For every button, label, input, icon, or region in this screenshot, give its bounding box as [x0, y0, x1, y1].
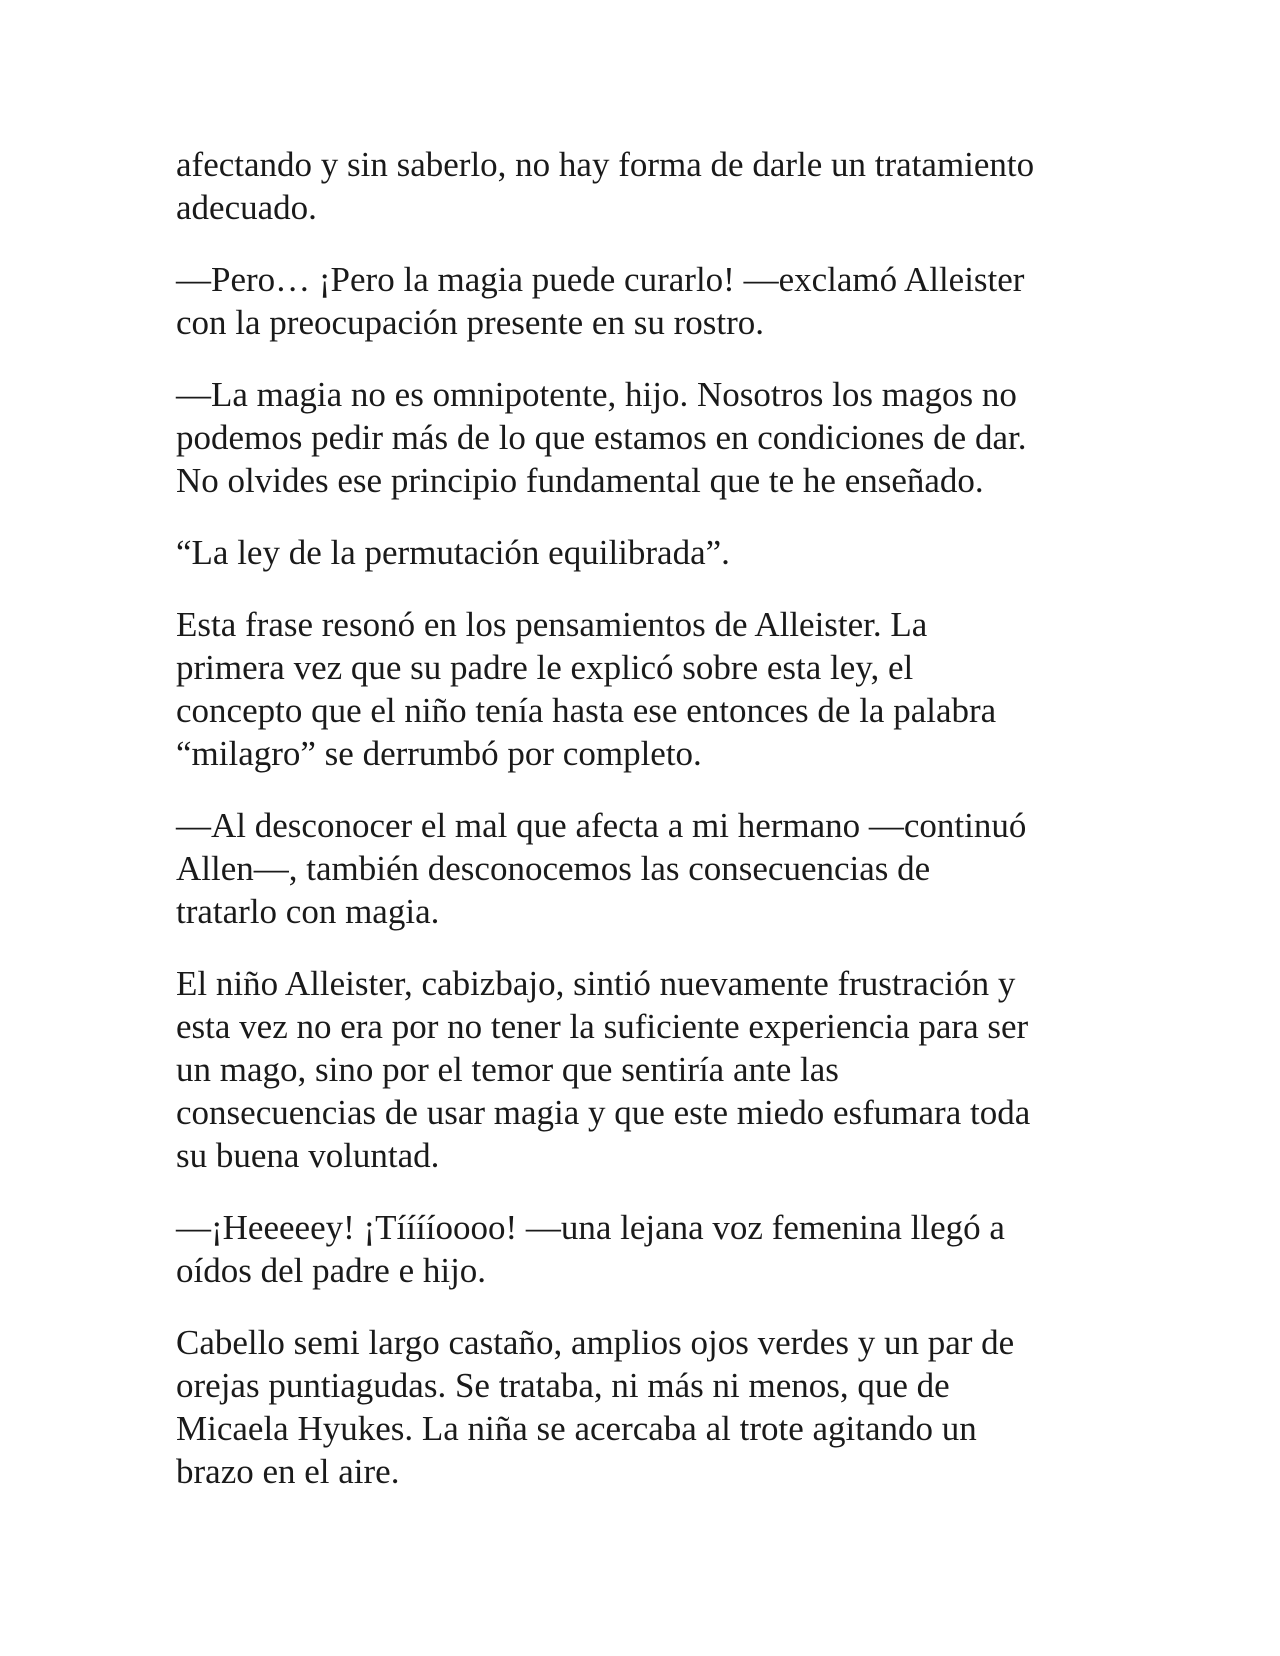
text-line: “La ley de la permutación equilibrada”. — [176, 533, 730, 572]
paragraph — [176, 531, 1106, 574]
text-line: —Pero… ¡Pero la magia puede curarlo! —exclamó Alleister — [176, 260, 1025, 299]
text-line: oídos del padre e hijo. — [176, 1251, 487, 1290]
text-line: —La magia no es omnipotente, hijo. Nosotros los magos no — [176, 375, 1017, 414]
paragraph — [176, 143, 1106, 229]
text-line: Micaela Hyukes. La niña se acercaba al trote agitando un — [176, 1409, 977, 1448]
paragraph — [176, 603, 1106, 775]
text-line: Cabello semi largo castaño, amplios ojos verdes y un par de — [176, 1323, 1015, 1362]
text-line: concepto que el niño tenía hasta ese entonces de la palabra — [176, 691, 997, 730]
text-line: “milagro” se derrumbó por completo. — [176, 734, 702, 773]
paragraph — [176, 1206, 1106, 1292]
body-text — [176, 143, 1106, 1522]
paragraph — [176, 373, 1106, 502]
text-line: Allen—, también desconocemos las consecuencias de — [176, 849, 931, 888]
text-line: No olvides ese principio fundamental que te he enseñado. — [176, 461, 984, 500]
paragraph — [176, 1321, 1106, 1493]
text-line: con la preocupación presente en su rostro. — [176, 303, 764, 342]
text-line: un mago, sino por el temor que sentiría ante las — [176, 1050, 839, 1089]
text-line: consecuencias de usar magia y que este miedo esfumara toda — [176, 1093, 1031, 1132]
text-line: tratarlo con magia. — [176, 892, 440, 931]
text-line: Esta frase resonó en los pensamientos de Alleister. La — [176, 605, 928, 644]
text-line: El niño Alleister, cabizbajo, sintió nuevamente frustración y — [176, 964, 1016, 1003]
text-line: podemos pedir más de lo que estamos en condiciones de dar. — [176, 418, 1027, 457]
paragraph — [176, 962, 1106, 1177]
text-line: orejas puntiagudas. Se trataba, ni más ni menos, que de — [176, 1366, 950, 1405]
text-line: brazo en el aire. — [176, 1452, 400, 1491]
text-line: esta vez no era por no tener la suficiente experiencia para ser — [176, 1007, 1029, 1046]
text-line: su buena voluntad. — [176, 1136, 440, 1175]
paragraph — [176, 258, 1106, 344]
text-line: afectando y sin saberlo, no hay forma de darle un tratamiento — [176, 145, 1035, 184]
text-line: primera vez que su padre le explicó sobre esta ley, el — [176, 648, 914, 687]
text-line: —¡Heeeeey! ¡Tííííoooo! —una lejana voz femenina llegó a — [176, 1208, 1005, 1247]
paragraph — [176, 804, 1106, 933]
text-line: adecuado. — [176, 188, 317, 227]
text-line: —Al desconocer el mal que afecta a mi hermano —continuó — [176, 806, 1027, 845]
